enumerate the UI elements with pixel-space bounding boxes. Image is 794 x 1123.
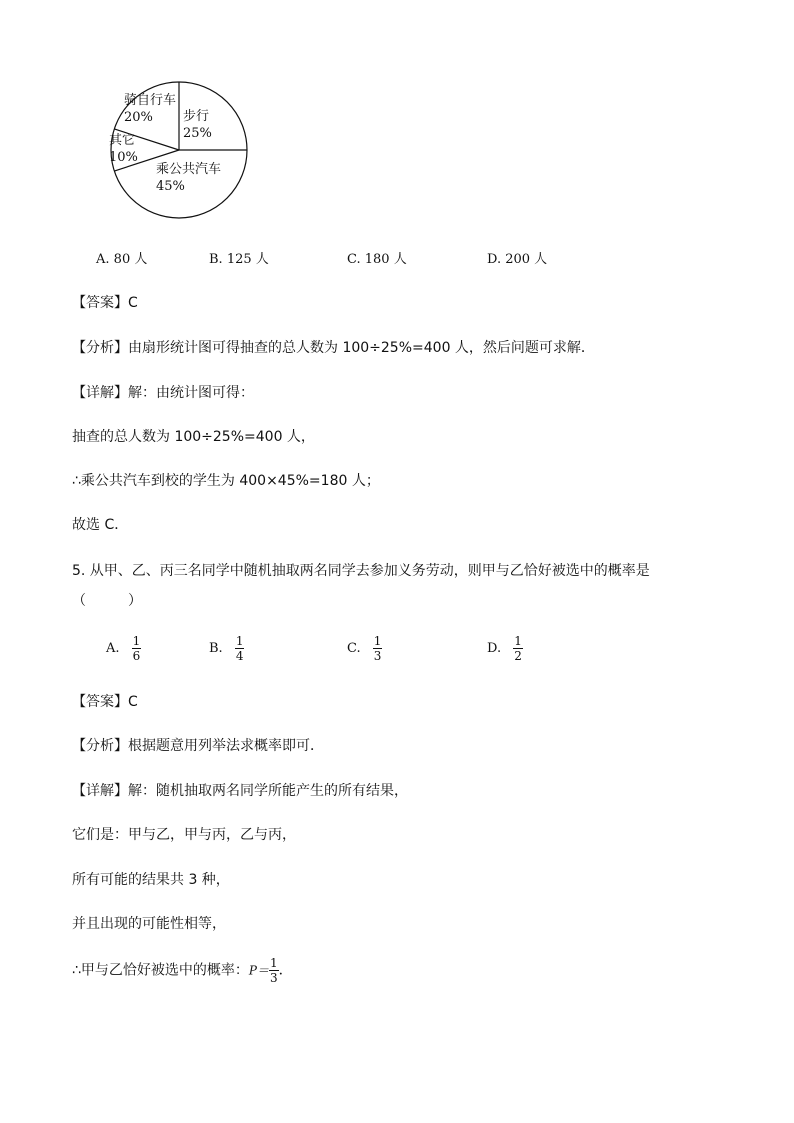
q5-final	[72, 956, 293, 985]
fraction-numerator: 1	[235, 634, 244, 648]
q4-option-a-text: 80 人	[113, 252, 148, 267]
pie-label-bicycle	[124, 92, 176, 126]
q5-option-a-letter: A.	[106, 641, 120, 656]
q5-option-b-letter: B.	[209, 641, 223, 656]
q4-answer: 【答案】C	[72, 295, 138, 311]
pie-label-walk	[183, 108, 212, 142]
q5-option-c-fraction	[373, 634, 383, 663]
q5-option-b-fraction	[235, 634, 245, 663]
q4-option-b-text: 125 人	[226, 252, 269, 267]
q5-detail-head: 【详解】解：随机抽取两名同学所能产生的所有结果，	[72, 783, 408, 799]
pie-label-walk-pct: 25%	[183, 126, 212, 141]
q5-stem-paren: （ ）	[72, 593, 142, 609]
q5-option-d-letter: D.	[487, 641, 502, 656]
q4-detail-head: 【详解】解：由统计图可得：	[72, 385, 254, 401]
q4-option-c	[347, 248, 407, 267]
fraction-denominator: 3	[373, 649, 382, 663]
fraction-denominator: 2	[514, 649, 522, 663]
pie-label-bus-name: 乘公共汽车	[156, 162, 222, 177]
q4-detail-line: ∴乘公共汽车到校的学生为 400×45%=180 人；	[72, 473, 380, 489]
pie-label-other-pct: 10%	[109, 150, 138, 165]
pie-label-other	[109, 132, 138, 166]
q5-option-d	[487, 634, 523, 663]
fraction-denominator: 4	[235, 649, 244, 663]
q4-analysis: 【分析】由扇形统计图可得抽查的总人数为 100÷25%=400 人，然后问题可求解．	[72, 340, 595, 356]
q5-final-var: P＝	[248, 963, 269, 978]
pie-label-bus	[156, 161, 221, 195]
q5-option-c-letter: C.	[347, 641, 361, 656]
q4-option-d	[487, 248, 547, 267]
q5-option-d-fraction	[513, 634, 523, 663]
q5-option-b	[209, 634, 244, 663]
q5-final-suffix: ．	[278, 962, 293, 979]
q5-detail-line: 并且出现的可能性相等，	[72, 916, 226, 932]
pie-label-bicycle-pct: 20%	[124, 110, 153, 125]
q4-option-d-text: 200 人	[505, 252, 548, 267]
q4-option-c-letter: C.	[347, 252, 361, 267]
q5-analysis: 【分析】根据题意用列举法求概率即可．	[72, 738, 324, 754]
fraction-denominator: 3	[270, 971, 278, 985]
fraction-denominator: 6	[132, 649, 141, 663]
pie-label-walk-name: 步行	[183, 109, 210, 124]
q4-option-a-letter: A.	[96, 252, 110, 267]
q5-stem: 5. 从甲、乙、丙三名同学中随机抽取两名同学去参加义务劳动，则甲与乙恰好被选中的概率是	[72, 563, 650, 579]
pie-label-bus-pct: 45%	[156, 179, 185, 194]
q5-answer: 【答案】C	[72, 694, 138, 710]
q5-detail-line: 所有可能的结果共 3 种，	[72, 872, 230, 888]
pie-label-other-name: 其它	[109, 133, 136, 148]
q5-final-fraction	[269, 956, 279, 985]
q5-detail-line: 它们是：甲与乙，甲与丙，乙与丙，	[72, 827, 296, 843]
fraction-numerator: 1	[514, 634, 522, 648]
fraction-numerator: 1	[132, 634, 141, 648]
q4-option-c-text: 180 人	[364, 252, 407, 267]
q5-option-a	[106, 634, 141, 663]
q4-option-b-letter: B.	[209, 252, 223, 267]
q4-option-a	[96, 248, 147, 267]
q5-final-prefix: ∴甲与乙恰好被选中的概率：	[72, 962, 249, 979]
q5-option-c	[347, 634, 382, 663]
pie-label-bicycle-name: 骑自行车	[124, 93, 177, 108]
q5-option-a-fraction	[132, 634, 142, 663]
q4-detail-line: 抽查的总人数为 100÷25%=400 人，	[72, 429, 315, 445]
q4-option-d-letter: D.	[487, 252, 502, 267]
q4-detail-line: 故选 C．	[72, 517, 129, 533]
fraction-numerator: 1	[270, 956, 278, 970]
fraction-numerator: 1	[373, 634, 382, 648]
q4-option-b	[209, 248, 269, 267]
pie-chart	[106, 80, 252, 220]
